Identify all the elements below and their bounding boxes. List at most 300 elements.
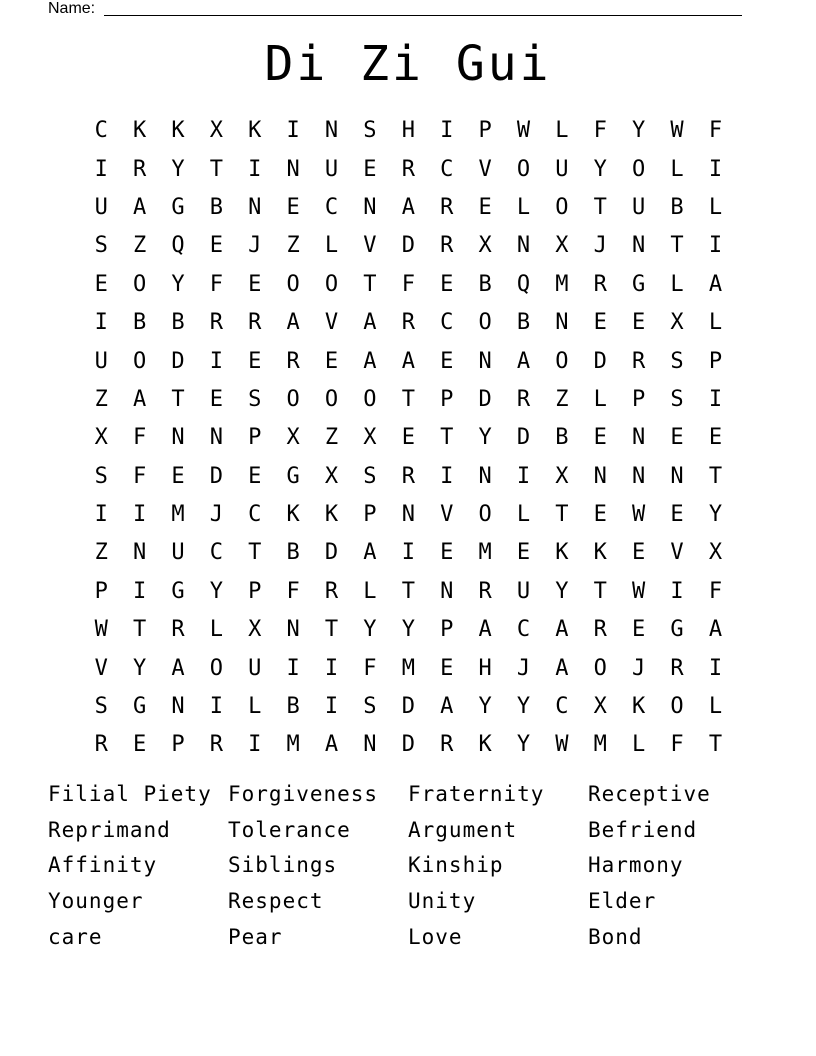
grid-letter: D: [593, 348, 607, 374]
grid-letter: O: [286, 386, 300, 412]
grid-letter: Y: [478, 694, 492, 720]
grid-letter: A: [363, 310, 377, 336]
grid-letter: B: [209, 194, 223, 220]
grid-row: [82, 342, 735, 380]
grid-letter: T: [593, 578, 607, 604]
name-label: Name:: [48, 0, 96, 17]
grid-letter: O: [209, 655, 223, 681]
grid-letter: L: [708, 310, 723, 336]
grid-letter: A: [132, 386, 147, 412]
grid-letter: N: [632, 463, 646, 489]
grid-letter: O: [478, 310, 492, 336]
grid-letter: E: [248, 348, 262, 374]
grid-letter: D: [401, 732, 415, 758]
grid-letter: F: [401, 271, 415, 297]
grid-letter: P: [478, 118, 492, 144]
grid-letter: E: [248, 271, 262, 297]
grid-letter: O: [516, 156, 531, 182]
grid-letter: P: [248, 425, 262, 451]
grid-letter: I: [324, 694, 339, 720]
grid-letter: S: [94, 694, 108, 720]
grid-letter: Y: [593, 156, 607, 182]
grid-letter: T: [171, 386, 185, 412]
grid-letter: R: [593, 271, 607, 297]
grid-letter: O: [670, 694, 684, 720]
grid-row: [82, 304, 735, 342]
grid-letter: W: [670, 118, 684, 144]
grid-letter: F: [363, 655, 377, 681]
grid-letter: T: [708, 732, 723, 758]
grid-letter: G: [632, 271, 646, 297]
word-list-item: Receptive: [588, 782, 711, 806]
grid-letter: L: [670, 156, 684, 182]
grid-letter: N: [670, 463, 684, 489]
grid-letter: J: [209, 502, 223, 528]
grid-letter: N: [363, 732, 377, 758]
word-list-item: Kinship: [408, 853, 504, 878]
word-list-item: Elder: [588, 889, 657, 914]
grid-letter: S: [248, 386, 262, 412]
grid-letter: C: [555, 694, 569, 720]
grid-letter: R: [94, 732, 108, 758]
grid-letter: V: [363, 233, 377, 259]
grid-letter: Y: [209, 578, 223, 604]
grid-letter: G: [132, 694, 147, 720]
grid-letter: S: [363, 694, 377, 720]
word-list-item: Reprimand: [48, 817, 171, 842]
grid-letter: N: [286, 156, 300, 182]
grid-letter: Y: [555, 578, 569, 604]
grid-letter: I: [132, 502, 147, 528]
grid-letter: T: [209, 156, 223, 182]
grid-letter: N: [132, 540, 147, 566]
grid-letter: N: [401, 502, 415, 528]
grid-letter: W: [632, 502, 646, 528]
grid-letter: U: [324, 156, 339, 182]
grid-letter: L: [632, 732, 646, 758]
grid-letter: F: [670, 732, 684, 758]
grid-letter: K: [632, 694, 646, 720]
grid-letter: U: [516, 578, 531, 604]
word-list-item: Pear: [228, 924, 283, 949]
grid-letter: A: [171, 655, 185, 681]
grid-letter: E: [440, 348, 454, 374]
grid-letter: T: [401, 386, 415, 412]
grid-letter: A: [555, 655, 569, 681]
grid-letter: A: [516, 348, 531, 374]
grid-letter: N: [286, 617, 300, 643]
word-list-item: Fraternity: [408, 782, 545, 806]
grid-letter: G: [286, 463, 300, 489]
grid-letter: L: [516, 194, 531, 220]
grid-letter: X: [593, 694, 607, 720]
grid-letter: N: [632, 425, 646, 451]
grid-letter: P: [440, 386, 454, 412]
grid-letter: W: [94, 617, 108, 643]
grid-letter: N: [593, 463, 607, 489]
grid-letter: Z: [286, 233, 300, 259]
grid-letter: S: [670, 348, 684, 374]
grid-letter: R: [401, 463, 415, 489]
grid-row: [82, 112, 735, 150]
grid-letter: G: [670, 617, 684, 643]
grid-letter: I: [209, 348, 223, 374]
grid-letter: E: [593, 502, 607, 528]
grid-letter: R: [593, 617, 607, 643]
grid-letter: I: [708, 156, 723, 182]
word-list-item: Filial Piety: [48, 782, 212, 806]
grid-letter: R: [440, 233, 454, 259]
grid-letter: I: [286, 118, 300, 144]
grid-letter: H: [478, 655, 492, 681]
grid-letter: E: [248, 463, 262, 489]
grid-letter: U: [94, 348, 108, 374]
grid-letter: Z: [324, 425, 339, 451]
grid-letter: C: [94, 118, 108, 144]
grid-letter: L: [708, 194, 723, 220]
grid-row: [82, 726, 735, 764]
grid-letter: Y: [516, 732, 531, 758]
grid-letter: C: [324, 194, 339, 220]
grid-letter: Q: [171, 233, 185, 259]
grid-letter: D: [401, 233, 415, 259]
grid-letter: I: [670, 578, 684, 604]
grid-letter: N: [478, 463, 492, 489]
grid-letter: Y: [632, 118, 646, 144]
grid-letter: K: [324, 502, 339, 528]
grid-letter: R: [516, 386, 531, 412]
page-title: Di Zi Gui: [264, 36, 552, 92]
grid-letter: E: [708, 425, 723, 451]
grid-letter: Z: [94, 540, 108, 566]
grid-letter: A: [555, 617, 569, 643]
grid-letter: J: [632, 655, 646, 681]
grid-row: [82, 688, 735, 726]
grid-letter: N: [324, 118, 339, 144]
grid-letter: D: [516, 425, 531, 451]
grid-letter: E: [401, 425, 415, 451]
grid-letter: R: [171, 617, 185, 643]
grid-letter: I: [516, 463, 531, 489]
grid-letter: X: [286, 425, 300, 451]
grid-letter: L: [670, 271, 684, 297]
grid-letter: P: [94, 578, 108, 604]
word-list-item: Harmony: [588, 853, 684, 878]
grid-letter: U: [94, 194, 108, 220]
grid-letter: I: [94, 310, 108, 336]
grid-letter: A: [708, 271, 723, 297]
grid-letter: O: [132, 271, 147, 297]
word-list-item: Affinity: [48, 853, 158, 878]
word-list-item: Younger: [48, 889, 144, 914]
grid-letter: T: [593, 194, 607, 220]
grid-letter: R: [478, 578, 492, 604]
grid-letter: P: [248, 578, 262, 604]
grid-letter: M: [478, 540, 492, 566]
grid-letter: W: [516, 118, 531, 144]
grid-letter: L: [209, 617, 223, 643]
grid-letter: O: [132, 348, 147, 374]
grid-letter: E: [324, 348, 339, 374]
grid-letter: O: [555, 348, 569, 374]
grid-letter: N: [440, 578, 454, 604]
grid-row: [82, 458, 735, 496]
grid-letter: N: [171, 425, 185, 451]
word-list-item: Respect: [228, 889, 324, 914]
grid-letter: R: [324, 578, 339, 604]
letter-grid: [82, 112, 735, 765]
grid-letter: L: [248, 694, 262, 720]
grid-letter: O: [478, 502, 492, 528]
grid-letter: N: [632, 233, 646, 259]
grid-letter: A: [440, 694, 454, 720]
grid-letter: I: [401, 540, 415, 566]
grid-letter: T: [363, 271, 377, 297]
word-list: [48, 776, 768, 954]
grid-letter: G: [171, 194, 185, 220]
grid-letter: M: [286, 732, 300, 758]
grid-letter: V: [440, 502, 454, 528]
grid-letter: C: [440, 310, 454, 336]
word-list-item: Siblings: [228, 853, 338, 878]
grid-letter: N: [248, 194, 262, 220]
grid-letter: B: [555, 425, 569, 451]
grid-row: [82, 534, 735, 572]
grid-letter: R: [401, 310, 415, 336]
grid-letter: N: [555, 310, 569, 336]
grid-letter: R: [209, 732, 223, 758]
grid-letter: N: [209, 425, 223, 451]
grid-letter: P: [171, 732, 185, 758]
grid-letter: G: [171, 578, 185, 604]
grid-letter: X: [324, 463, 339, 489]
grid-row: [82, 611, 735, 649]
grid-letter: T: [440, 425, 454, 451]
grid-letter: L: [516, 502, 531, 528]
grid-letter: A: [401, 194, 415, 220]
grid-row: [82, 419, 735, 457]
grid-letter: D: [171, 348, 185, 374]
grid-letter: O: [363, 386, 377, 412]
grid-letter: I: [708, 386, 723, 412]
grid-letter: E: [478, 194, 492, 220]
grid-letter: E: [171, 463, 185, 489]
word-list-item: Bond: [588, 924, 643, 949]
grid-letter: Z: [555, 386, 569, 412]
grid-letter: Z: [94, 386, 108, 412]
grid-letter: A: [401, 348, 415, 374]
grid-letter: R: [132, 156, 147, 182]
grid-letter: T: [132, 617, 147, 643]
grid-letter: F: [132, 425, 147, 451]
grid-letter: Y: [516, 694, 531, 720]
grid-letter: E: [593, 310, 607, 336]
word-list-item: Befriend: [588, 817, 698, 842]
grid-letter: I: [248, 732, 262, 758]
grid-letter: U: [171, 540, 185, 566]
grid-letter: I: [440, 463, 454, 489]
grid-letter: C: [209, 540, 223, 566]
word-list-item: Unity: [408, 889, 477, 914]
grid-letter: E: [516, 540, 531, 566]
grid-letter: Y: [132, 655, 147, 681]
grid-letter: F: [286, 578, 300, 604]
grid-letter: Y: [401, 617, 415, 643]
grid-letter: E: [132, 732, 147, 758]
grid-letter: A: [286, 310, 300, 336]
grid-letter: I: [708, 655, 723, 681]
grid-letter: V: [478, 156, 492, 182]
grid-letter: X: [670, 310, 684, 336]
grid-letter: Y: [171, 271, 185, 297]
grid-letter: M: [593, 732, 607, 758]
grid-letter: E: [593, 425, 607, 451]
grid-letter: K: [478, 732, 492, 758]
grid-letter: W: [555, 732, 569, 758]
grid-letter: F: [708, 118, 723, 144]
grid-letter: J: [516, 655, 531, 681]
grid-letter: C: [440, 156, 454, 182]
grid-letter: O: [324, 386, 339, 412]
grid-letter: T: [248, 540, 262, 566]
grid-letter: Y: [363, 617, 377, 643]
word-list-item: care: [48, 924, 103, 949]
grid-letter: R: [401, 156, 415, 182]
grid-letter: B: [286, 540, 300, 566]
grid-letter: F: [593, 118, 607, 144]
word-list-item: Tolerance: [228, 817, 351, 842]
grid-letter: S: [670, 386, 684, 412]
grid-letter: A: [132, 194, 147, 220]
grid-letter: P: [363, 502, 377, 528]
grid-letter: V: [670, 540, 684, 566]
grid-letter: T: [670, 233, 684, 259]
grid-row: [82, 649, 735, 687]
grid-letter: Z: [132, 233, 147, 259]
grid-letter: X: [94, 425, 108, 451]
grid-letter: T: [555, 502, 569, 528]
grid-letter: K: [286, 502, 300, 528]
grid-row: [82, 573, 735, 611]
grid-letter: N: [478, 348, 492, 374]
grid-letter: E: [440, 540, 454, 566]
grid-letter: E: [363, 156, 377, 182]
grid-letter: T: [401, 578, 415, 604]
grid-letter: I: [132, 578, 147, 604]
grid-letter: A: [363, 540, 377, 566]
grid-letter: I: [708, 233, 723, 259]
grid-letter: D: [324, 540, 339, 566]
grid-letter: N: [363, 194, 377, 220]
grid-row: [82, 227, 735, 265]
grid-letter: B: [670, 194, 684, 220]
grid-letter: Q: [516, 271, 531, 297]
grid-letter: I: [94, 502, 108, 528]
grid-letter: K: [171, 118, 185, 144]
grid-letter: S: [363, 463, 377, 489]
word-list-item: Love: [408, 924, 463, 949]
grid-letter: X: [478, 233, 492, 259]
grid-letter: E: [440, 271, 454, 297]
grid-letter: U: [632, 194, 646, 220]
grid-letter: R: [670, 655, 684, 681]
grid-letter: F: [209, 271, 223, 297]
grid-letter: L: [363, 578, 377, 604]
grid-letter: Y: [171, 156, 185, 182]
grid-letter: F: [708, 578, 723, 604]
grid-row: [82, 189, 735, 227]
grid-letter: K: [593, 540, 607, 566]
grid-letter: P: [440, 617, 454, 643]
grid-letter: O: [555, 194, 569, 220]
grid-row: [82, 150, 735, 188]
word-list-item: Argument: [408, 817, 518, 842]
grid-letter: K: [248, 118, 262, 144]
grid-letter: E: [94, 271, 108, 297]
grid-letter: P: [708, 348, 723, 374]
grid-letter: C: [248, 502, 262, 528]
grid-letter: A: [324, 732, 339, 758]
grid-letter: O: [324, 271, 339, 297]
grid-letter: R: [209, 310, 223, 336]
grid-letter: O: [286, 271, 300, 297]
grid-letter: O: [632, 156, 646, 182]
grid-letter: X: [209, 118, 223, 144]
grid-letter: O: [593, 655, 607, 681]
grid-letter: S: [94, 233, 108, 259]
grid-letter: M: [171, 502, 185, 528]
grid-letter: I: [324, 655, 339, 681]
grid-letter: A: [363, 348, 377, 374]
grid-letter: I: [94, 156, 108, 182]
grid-letter: B: [516, 310, 531, 336]
grid-letter: C: [516, 617, 531, 643]
grid-letter: D: [401, 694, 415, 720]
grid-letter: R: [632, 348, 646, 374]
grid-letter: H: [401, 118, 415, 144]
grid-letter: L: [555, 118, 569, 144]
grid-letter: X: [248, 617, 262, 643]
grid-letter: F: [132, 463, 147, 489]
grid-letter: U: [555, 156, 569, 182]
grid-row: [82, 381, 735, 419]
grid-letter: E: [632, 617, 646, 643]
grid-letter: V: [94, 655, 108, 681]
grid-letter: E: [209, 386, 223, 412]
name-field-line[interactable]: [104, 15, 742, 16]
grid-letter: J: [248, 233, 262, 259]
grid-letter: U: [248, 655, 262, 681]
grid-letter: Y: [478, 425, 492, 451]
grid-letter: L: [324, 233, 339, 259]
grid-letter: R: [440, 732, 454, 758]
grid-letter: B: [132, 310, 147, 336]
grid-letter: T: [324, 617, 339, 643]
grid-letter: B: [171, 310, 185, 336]
grid-letter: R: [248, 310, 262, 336]
grid-letter: I: [209, 694, 223, 720]
grid-letter: I: [286, 655, 300, 681]
grid-letter: E: [209, 233, 223, 259]
grid-letter: X: [363, 425, 377, 451]
grid-letter: I: [248, 156, 262, 182]
grid-letter: P: [632, 386, 646, 412]
grid-letter: L: [593, 386, 607, 412]
grid-letter: N: [171, 694, 185, 720]
grid-letter: X: [555, 233, 569, 259]
grid-letter: R: [286, 348, 300, 374]
grid-row: [82, 496, 735, 534]
